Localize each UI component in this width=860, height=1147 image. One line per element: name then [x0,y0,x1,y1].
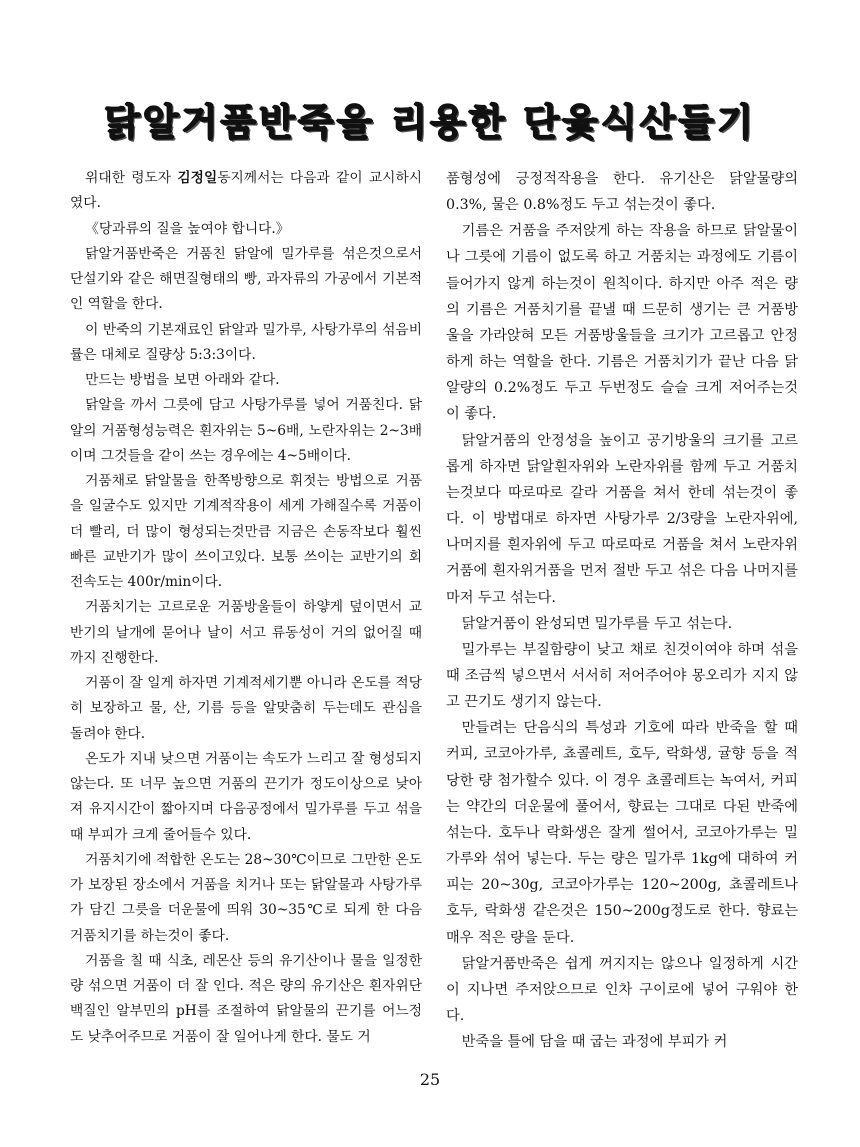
right-column [446,166,798,1055]
paragraph: 밀가루는 부질함량이 낮고 채로 친것이여야 하며 섞을 때 조금씩 넣으면서 서서히 저어주어야 몽오리가 지지 않고 끈기도 생기지 않는다. [446,641,798,711]
paragraph: 반죽을 틀에 담을 때 굽는 과정에 부피가 커 [461,1034,728,1051]
left-column [70,166,422,1050]
paragraph: 만들려는 단음식의 특성과 기호에 따라 반죽을 할 때 커피, 코코아가루, 쵸콜레트, 호두, 락화생, 귤향 등을 적당한 량 첨가할수 있다. 이 경우 쵸콜레트는 녹여서, 커피는 약간의 더운물에 풀어서, 향료는 그대로 다된 반죽에 섞는다. 호두나 락화생은 잘게 썰어서, 코코아가루는 밀가루와 섞어 넣는다. 두는 량은 밀가루 1kg에 대하여 커피는 20~30g, 코코아가루는 120~200g, 쵸콜레트나 호두, 락화생 같은것은 150~200g정도로 한다. 향료는 매우 적은 량을 둔다. [446,720,798,946]
paragraph: 닭알을 까서 그릇에 담고 사탕가루를 넣어 거품친다. 닭알의 거품형성능력은 흰자위는 5~6배, 노란자위는 2~3배이며 그것들을 같이 쓰는 경우에는 4~5배이다. [70,397,422,464]
intro-paragraph [70,166,422,217]
paragraph: 거품치기는 고르로운 거품방울들이 하얗게 덮이면서 교반기의 날개에 묻어나 날이 서고 류동성이 거의 없어질 때까지 진행한다. [70,599,422,666]
intro-text-after: 동지께서는 다음과 같이 교시하시였다. [70,170,423,212]
paragraph: 닭알거품이 완성되면 밀가루를 두고 섞는다. [461,615,733,632]
paragraph: 온도가 지내 낮으면 거품이는 속도가 느리고 잘 형성되지 않는다. 또 너무 높으면 거품의 끈기가 정도이상으로 낮아져 유지시간이 짧아지며 다음공정에서 밀가루를 두고 섞을 때 부피가 크게 줄어들수 있다. [70,750,422,843]
paragraph: 거품이 잘 일게 하자면 기계적세기뿐 아니라 온도를 적당히 보장하고 물, 산, 기름 등을 알맞춤히 두는데도 관심을 돌려야 한다. [70,675,422,742]
continued-paragraph: 품형성에 긍정적작용을 한다. 유기산은 닭알물량의 0.3%, 물은 0.8%정도 두고 섞는것이 좋다. [446,171,798,214]
paragraph: 닭알거품반죽은 쉽게 꺼지지는 않으나 일정하게 시간이 지나면 주저앉으므로 인차 구이로에 넣어 구워야 한다. [446,955,798,1024]
paragraph: 닭알거품의 안정성을 높이고 공기방울의 크기를 고르롭게 하자면 닭알흰자위와 노란자위를 함께 두고 거품치는것보다 따로따로 갈라 거품을 쳐서 한데 섞는것이 좋다. 이 방법대로 하자면 사탕가루 2/3량을 노란자위에, 나머지를 흰자위에 두고 따로따로 거품을 쳐서 노란자위거품에 흰자위거품을 먼저 절반 두고 섞은 다음 나머지를 마저 두고 섞는다. [446,432,798,606]
page-number: 25 [419,1070,441,1089]
paragraph: 만드는 방법을 보면 아래와 같다. [85,372,280,388]
intro-text-before: 위대한 령도자 [85,170,178,186]
quotation: 《당과류의 질을 높여야 합니다.》 [85,220,290,237]
article-title: 닭알거품반죽을 리용한 단윷식산들기 [104,101,756,144]
paragraph: 기름은 거품을 주저앉게 하는 작용을 하므로 닭알물이나 그릇에 기름이 없도록 하고 거품치는 과정에도 기름이 들어가지 않게 하는것이 원칙이다. 하지만 아주 적은 량의 기름은 거품치기를 끝낼 때 드문히 생기는 큰 거품방울을 가라앉혀 모든 거품방울들을 크기가 고르롭고 안정하게 하는 역할을 한다. 기름은 거품치기가 끝난 다음 닭알량의 0.2%정도 두고 두번정도 슬슬 크게 저어주는것이 좋다. [446,223,798,423]
leader-name: 김정일 [177,170,218,186]
paragraph: 거품치기에 적합한 온도는 28~30℃이므로 그만한 온도가 보장된 장소에서 거품을 치거나 또는 닭알물과 사탕가루가 담긴 그릇을 더운물에 띄워 30~35℃로 되게 한 다음 거품치기를 하는것이 좋다. [70,851,422,944]
paragraph: 이 반죽의 기본재료인 닭알과 밀가루, 사탕가루의 섞음비률은 대체로 질량상 5:3:3이다. [70,321,422,363]
paragraph: 거품채로 닭알물을 한쪽방향으로 휘젓는 방법으로 거품을 일굴수도 있지만 기계적작용이 세게 가해질수록 거품이 더 빨리, 더 많이 형성되는것만큼 지금은 손동작보다 훨씬 빠른 교반기가 많이 쓰이고있다. 보통 쓰이는 교반기의 회전속도는 400r/min이다. [70,473,422,590]
paragraph: 거품을 칠 때 식초, 레몬산 등의 유기산이나 물을 일정한 량 섞으면 거품이 더 잘 인다. 적은 량의 유기산은 흰자위단백질인 알부민의 pH를 조절하여 닭알물의 끈기를 어느정도 낮추어주므로 거품이 잘 일어나게 한다. 물도 거 [70,952,422,1045]
paragraph: 닭알거품반죽은 거품친 닭알에 밀가루를 섞은것으로서 단설기와 같은 해면질형태의 빵, 과자류의 가공에서 기본적인 역할을 한다. [70,245,422,313]
